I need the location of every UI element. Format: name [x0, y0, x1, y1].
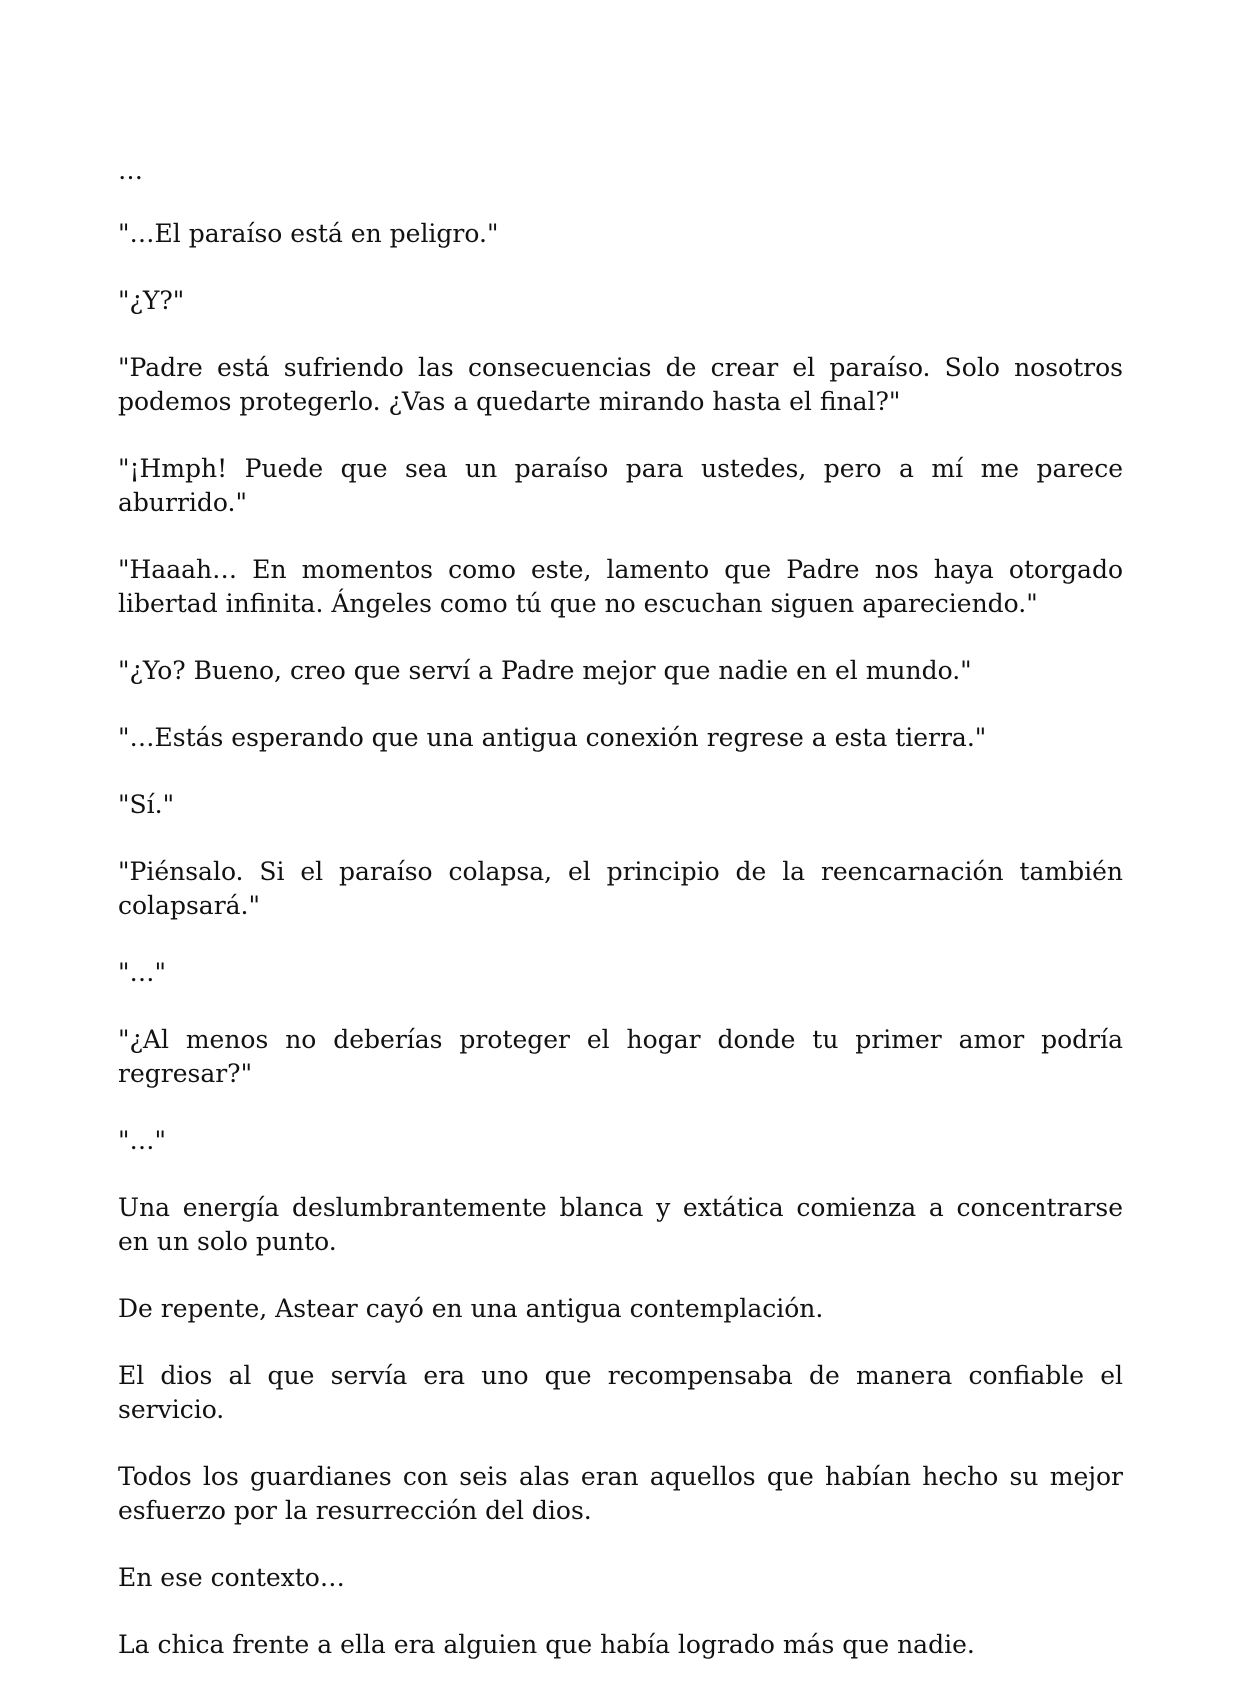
paragraph: "¿Y?" — [118, 286, 185, 315]
paragraph: "…" — [118, 1126, 166, 1155]
paragraph: Una energía deslumbrantemente blanca y extática comienza a concentrarse en un solo punto. — [118, 1193, 1123, 1256]
paragraph: "…Estás esperando que una antigua conexión regrese a esta tierra." — [118, 723, 987, 752]
paragraph: "Padre está sufriendo las consecuencias de crear el paraíso. Solo nosotros podemos protegerlo. ¿Vas a quedarte mirando hasta el final?" — [118, 353, 1123, 416]
paragraph: Todos los guardianes con seis alas eran aquellos que habían hecho su mejor esfuerzo por la resurrección del dios. — [118, 1462, 1123, 1525]
paragraph: "Haaah… En momentos como este, lamento que Padre nos haya otorgado libertad infinita. Ángeles como tú que no escuchan siguen apareciendo." — [118, 555, 1123, 618]
paragraph: "¿Yo? Bueno, creo que serví a Padre mejor que nadie en el mundo." — [118, 656, 972, 685]
paragraph: "¡Hmph! Puede que sea un paraíso para ustedes, pero a mí me parece aburrido." — [118, 454, 1123, 517]
paragraph: La chica frente a ella era alguien que había logrado más que nadie. — [118, 1630, 975, 1659]
paragraph: El dios al que servía era uno que recompensaba de manera confiable el servicio. — [118, 1361, 1123, 1424]
paragraph: … — [118, 156, 143, 185]
paragraph: "Piénsalo. Si el paraíso colapsa, el principio de la reencarnación también colapsará." — [118, 857, 1123, 920]
paragraph: "¿Al menos no deberías proteger el hogar donde tu primer amor podría regresar?" — [118, 1025, 1123, 1088]
paragraph: "…" — [118, 958, 166, 987]
paragraph: "Sí." — [118, 790, 175, 819]
paragraph: De repente, Astear cayó en una antigua contemplación. — [118, 1294, 824, 1323]
paragraph: En ese contexto… — [118, 1563, 345, 1592]
text-column — [118, 154, 1123, 1695]
paragraph: "…El paraíso está en peligro." — [118, 219, 499, 248]
